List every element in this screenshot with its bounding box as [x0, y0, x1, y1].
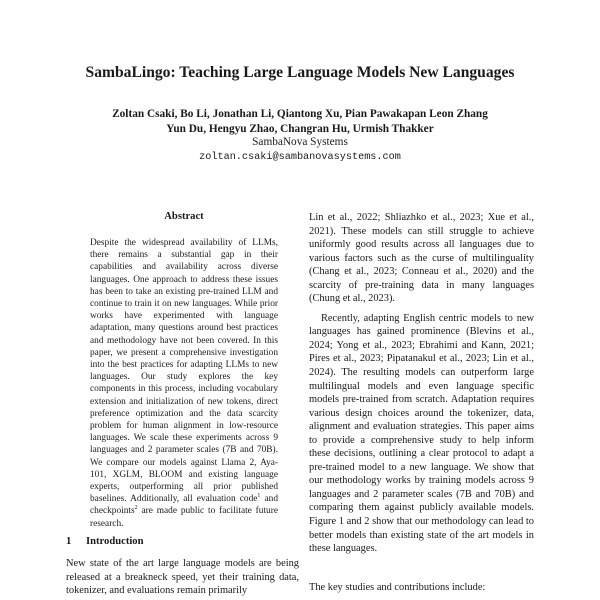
- footnote-marker-2: 2: [134, 505, 138, 512]
- abstract-main: Despite the widespread availability of LLMs, there remains a substantial gap in their capabilities and availability across diverse languages. One approach to address these issues has been to take an existing pre-trained LLM and continue to train it on new languages. While prior works have experimented with language adaptation, many questions around best practices and methodology have not been covered. In this paper, we present a comprehensive investigation into the best practices for adapting LLMs to new languages. Our study explores the key components in this process, including vocabulary extension and initialization of new tokens, direct preference optimization and the data scarcity problem for human alignment in low-resource languages. We scale these experiments across 9 languages and 2 parameter scales (7B and 70B). We compare our models against Llama 2, Aya-101, XGLM, BLOOM and existing language experts, outperforming all prior published baselines. Additionally, all evaluation code: [90, 238, 278, 505]
- paragraph: Recently, adapting English centric models to new languages has gained prominence (Blevins et al., 2024; Yong et al., 2023; Ebrahimi and Kann, 2021; Pires et al., 2023; Pipatanakul et al., 2023; Lin et al., 2024). The resulting models can outperform large multilingual models and even language specific models pre-trained from scratch. Adaptation requires various design choices around the tokenizer, data, alignment and evaluation strategies. This paper aims to provide a comprehensive study to help inform these decisions, outlining a clear protocol to adapt a pre-trained model to a new language. We show that our methodology works by training models across 9 languages and 2 parameter scales (7B and 70B) and comparing them against publicly available models. Figure 1 and 2 show that our methodology can lead to better models than existing state of the art models in these languages.: [309, 312, 534, 555]
- section-number: 1: [66, 536, 72, 547]
- paragraph: The key studies and contributions include:: [309, 582, 486, 593]
- affiliation: SambaNova Systems: [252, 136, 348, 148]
- intro-text: New state of the art large language models are being released at a breakneck speed, yet their training data, tokenizer, and evaluations remain primarily: [66, 558, 299, 597]
- abstract-end: are made public to facilitate future research.: [90, 506, 278, 529]
- section-heading: [66, 536, 144, 547]
- section-title: Introduction: [86, 536, 144, 547]
- abstract-heading: Abstract: [164, 211, 204, 222]
- authors-line-2: Yun Du, Hengyu Zhao, Changran Hu, Urmish Thakker: [166, 122, 434, 135]
- footnote-marker-1: 1: [257, 493, 261, 500]
- authors-line-1: Zoltan Csaki, Bo Li, Jonathan Li, Qiantong Xu, Pian Pawakapan Leon Zhang: [112, 108, 488, 120]
- author-list: [0, 107, 600, 136]
- abstract-mid: and checkpoints: [90, 494, 278, 517]
- author-email: zoltan.csaki@sambanovasystems.com: [199, 152, 401, 163]
- paper-title: SambaLingo: Teaching Large Language Models New Languages: [85, 64, 515, 81]
- abstract-text: [90, 237, 278, 530]
- right-column: [309, 211, 534, 562]
- paragraph: Lin et al., 2022; Shliazhko et al., 2023; Xue et al., 2021). These models can still struggle to achieve uniformly good results across all languages due to various factors such as the curse of multilinguality (Chang et al., 2023; Conneau et al., 2020) and the scarcity of pre-training data in many languages (Chung et al., 2023).: [309, 212, 534, 305]
